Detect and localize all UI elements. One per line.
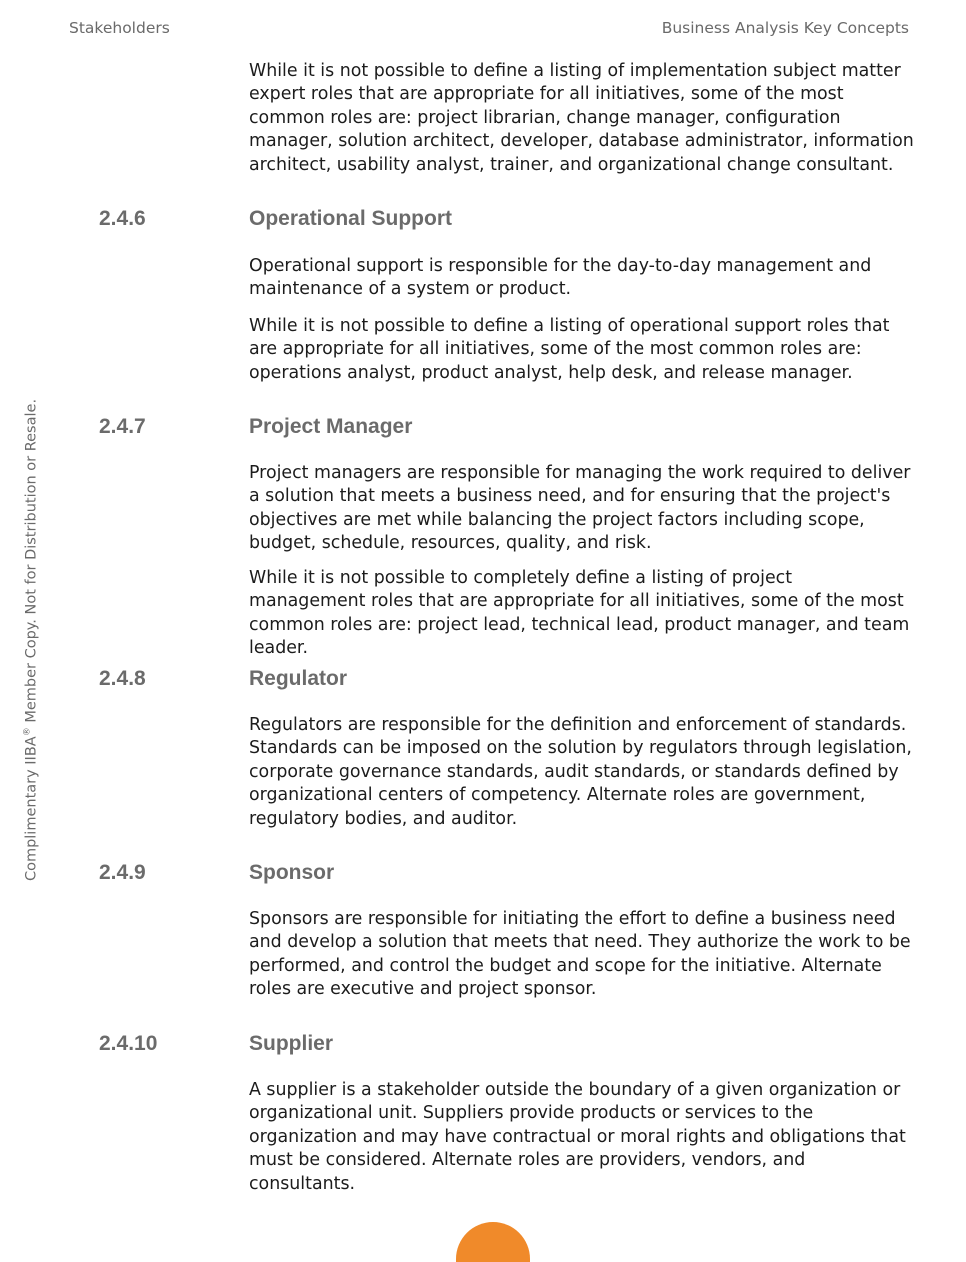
running-header-right: Business Analysis Key Concepts: [661, 19, 909, 37]
copyright-watermark: [23, 399, 40, 881]
section-number: 2.4.7: [99, 415, 146, 438]
section-number: 2.4.6: [99, 207, 146, 230]
section-number: 2.4.8: [99, 667, 146, 690]
section-title: Project Manager: [249, 415, 413, 438]
section-title: Regulator: [249, 667, 348, 690]
watermark-text-end: Member Copy. Not for Distribution or Resale.: [23, 398, 40, 728]
section-title: Sponsor: [249, 861, 335, 884]
section-title: Supplier: [249, 1032, 334, 1055]
registered-mark: ®: [22, 727, 33, 737]
watermark-text-start: Complimentary IIBA: [23, 736, 40, 882]
section-paragraph: While it is not possible to completely define a listing of project management roles that are appropriate for all initiatives, some of the most common roles are: project lead, technical lead, product manager, and team leader.: [249, 568, 910, 659]
section-paragraph: Project managers are responsible for managing the work required to deliver a solution that meets a business need, and for ensuring that the project's objectives are met while balancing the project factors including scope, budget, schedule, resources, quality, and risk.: [249, 463, 911, 554]
section-paragraph: A supplier is a stakeholder outside the boundary of a given organization or organizational unit. Suppliers provide products or services to the organization and may have contractual or moral rights and obligations that must be considered. Alternate roles are providers, vendors, and consultants.: [249, 1080, 906, 1194]
section-number: 2.4.10: [99, 1032, 158, 1055]
section-paragraph: Regulators are responsible for the definition and enforcement of standards. Standards can be imposed on the solution by regulators through legislation, corporate governance standards, audit standards, or standards defined by organizational centers of competency. Alternate roles are government, regulatory bodies, and auditor.: [249, 715, 912, 829]
section-paragraph: Sponsors are responsible for initiating the effort to define a business need and develop a solution that meets that need. They authorize the work to be performed, and control the budget and scope for the initiative. Alternate roles are executive and project sponsor.: [249, 909, 911, 1000]
intro-paragraph: While it is not possible to define a listing of implementation subject matter expert roles that are appropriate for all initiatives, some of the most common roles are: project librarian, change manager, configuration manager, solution architect, developer, database administrator, information architect, usability analyst, trainer, and organizational change consultant.: [249, 61, 914, 175]
section-paragraph: Operational support is responsible for the day-to-day management and maintenance of a system or product.: [249, 256, 872, 300]
page-number-tab: [456, 1222, 530, 1262]
section-title: Operational Support: [249, 207, 453, 230]
section-number: 2.4.9: [99, 861, 146, 884]
section-paragraph: While it is not possible to define a listing of operational support roles that are appropriate for all initiatives, some of the most common roles are: operations analyst, product analyst, help desk, and release manager.: [249, 316, 890, 383]
running-header-left: Stakeholders: [69, 19, 170, 37]
